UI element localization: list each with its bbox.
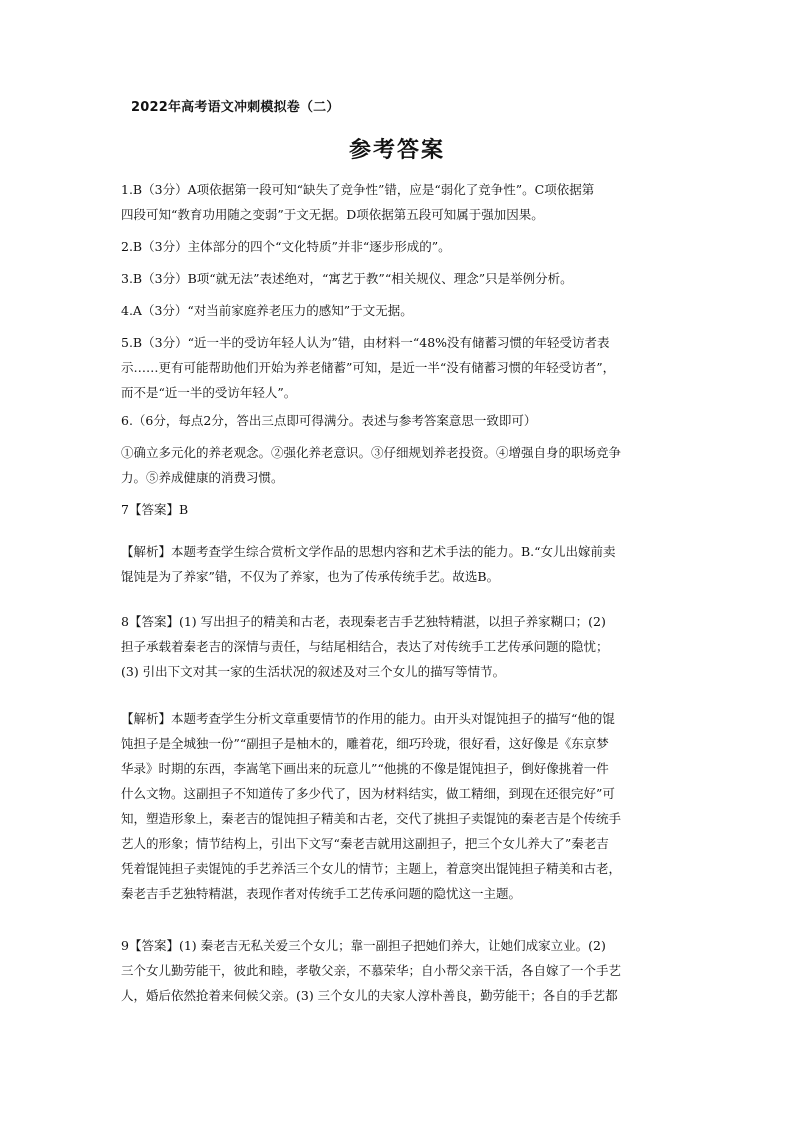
answer-line: 人，婚后依然抢着来伺候父亲。(3) 三个女儿的夫家人淳朴善良，勤劳能干；各自的手艺都 — [121, 988, 618, 1003]
answer-line: (3) 引出下文对其一家的生活状况的叙述及对三个女儿的描写等情节。 — [121, 664, 506, 679]
answer-8-analysis — [121, 706, 677, 906]
answer-4 — [121, 298, 677, 323]
answer-line: 知，塑造形象上，秦老吉的馄饨担子精美和古老，交代了挑担子卖馄饨的秦老吉是个传统手 — [121, 811, 622, 826]
answer-6-header — [121, 408, 677, 433]
answer-line: 9【答案】(1) 秦老吉无私关爱三个女儿；靠一副担子把她们养大，让她们成家立业。(2) — [121, 938, 606, 953]
answer-line: 5.B（3分）“近一半的受访年轻人认为”错，由材料一“48%没有储蓄习惯的年轻受访者表 — [121, 335, 610, 350]
answer-line: 华录》时期的东西，李嵩笔下画出来的玩意儿”“他挑的不像是馄饨担子，倒好像挑着一件 — [121, 761, 609, 776]
answer-line: 7【答案】B — [121, 502, 189, 517]
page-title: 参考答案 — [348, 137, 445, 163]
answer-line: 担子承载着秦老吉的深情与责任，与结尾相结合，表达了对传统手工艺传承问题的隐忧； — [121, 639, 609, 654]
answer-line: 1.B（3分）A项依据第一段可知“缺失了竞争性”错，应是“弱化了竞争性”。C项依据第 — [121, 182, 595, 197]
answer-line: 什么文物。这副担子不知道传了多少代了，因为材料结实，做工精细，到现在还很完好”可 — [121, 786, 615, 801]
answer-6-points — [121, 440, 677, 490]
answer-9 — [121, 933, 677, 1008]
answer-line: 四段可知“教育功用随之变弱”于文无据。D项依据第五段可知属于强加因果。 — [121, 207, 544, 222]
answer-2 — [121, 234, 677, 259]
answer-line: 凭着馄饨担子卖馄饨的手艺养活三个女儿的情节；主题上，着意突出馄饨担子精美和古老， — [121, 861, 622, 876]
answer-line: 三个女儿勤劳能干，彼此和睦，孝敬父亲，不慕荣华；自小帮父亲干活，各自嫁了一个手艺 — [121, 963, 622, 978]
answer-line: 示……更有可能帮助他们开始为养老储蓄”可知，是近一半“没有储蓄习惯的年轻受访者”， — [121, 360, 616, 375]
answer-line: 【解析】本题考查学生综合赏析文学作品的思想内容和艺术手法的能力。B.“女儿出嫁前卖 — [121, 544, 616, 559]
exam-title: 2022年高考语文冲刺模拟卷（二） — [131, 100, 340, 115]
answer-line: ①确立多元化的养老观念。②强化养老意识。③仔细规划养老投资。④增强自身的职场竞争 — [121, 445, 622, 460]
answer-line: 3.B（3分）B项“就无法”表述绝对，“寓艺于教”“相关规仪、理念”只是举例分析。 — [121, 271, 573, 286]
answer-line: 艺人的形象；情节结构上，引出下文写“秦老吉就用这副担子，把三个女儿养大了”秦老吉 — [121, 836, 609, 851]
answer-line: 6.（6分，每点2分，答出三点即可得满分。表述与参考答案意思一致即可） — [121, 413, 537, 428]
answer-line: 力。⑤养成健康的消费习惯。 — [121, 470, 284, 485]
answer-7-analysis — [121, 539, 677, 589]
answer-line: 馄饨是为了养家”错，不仅为了养家，也为了传承传统手艺。故选B。 — [121, 569, 500, 584]
answer-line: 饨担子是全城独一份”“副担子是柚木的，雕着花，细巧玲珑，很好看，这好像是《东京梦 — [121, 736, 609, 751]
answer-line: 秦老吉手艺独特精湛，表现作者对传统手工艺传承问题的隐忧这一主题。 — [121, 886, 522, 901]
answer-7 — [121, 497, 677, 522]
answer-line: 【解析】本题考查学生分析文章重要情节的作用的能力。由开头对馄饨担子的描写“他的馄 — [121, 711, 615, 726]
answer-5 — [121, 330, 677, 405]
answer-line: 4.A（3分）“对当前家庭养老压力的感知”于文无据。 — [121, 303, 413, 318]
answer-1 — [121, 177, 677, 227]
answer-8 — [121, 609, 677, 684]
answer-line: 2.B（3分）主体部分的四个“文化特质”并非“逐步形成的”。 — [121, 239, 451, 254]
answer-line: 8【答案】(1) 写出担子的精美和古老，表现秦老吉手艺独特精湛，以担子养家糊口；(2) — [121, 614, 606, 629]
answer-line: 而不是“近一半的受访年轻人”。 — [121, 385, 297, 400]
answer-3 — [121, 266, 677, 291]
